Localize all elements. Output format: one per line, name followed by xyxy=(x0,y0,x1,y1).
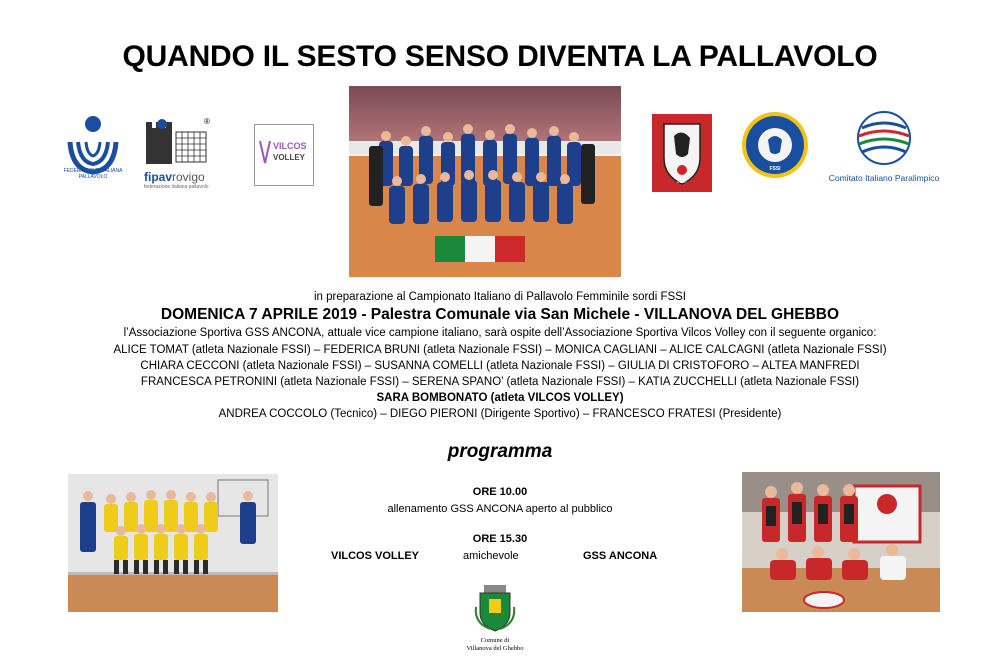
vilcos-label-2: VOLLEY xyxy=(273,153,306,162)
svg-text:®: ® xyxy=(204,117,210,126)
programma-heading: programma xyxy=(447,441,553,462)
roster-line-bold: SARA BOMBONATO (atleta VILCOS VOLLEY) xyxy=(376,392,624,404)
intro-text: in preparazione al Campionato Italiano di Pallavolo Femminile sordi FSSI xyxy=(313,291,687,303)
vilcos-v-icon xyxy=(259,137,271,167)
crest-line-1: Comune di xyxy=(480,637,510,644)
vilcos-volley-logo xyxy=(254,124,314,186)
cip-sphere-icon xyxy=(826,110,942,166)
fipav-logo-text: FEDERAZIONE ITALIANA PALLAVOLO xyxy=(63,168,123,180)
vilcos-label-1: VILCOS xyxy=(273,141,307,151)
fipav-rovigo-sub: federazione italiana pallavolo xyxy=(144,184,209,190)
match-type-label: amichevole xyxy=(463,550,519,562)
roster-line-intro: l’Associazione Sportiva GSS ANCONA, attuale vice campione italiano, sarà ospite dell’Associazione Sportiva Vilcos Volley con il seguente organico: xyxy=(123,327,877,339)
program-desc-1: allenamento GSS ANCONA aperto al pubblico xyxy=(387,503,613,515)
roster-line-3: FRANCESCA PETRONINI (atleta Nazionale FSSI) – SERENA SPANO’ (atleta Nazionale FSSI) – KATIA ZUCCHELLI (atleta Nazionale FSSI) xyxy=(140,376,860,388)
crest-line-2: Villanova del Ghebbo xyxy=(466,645,524,652)
italian-flag xyxy=(435,236,525,262)
fipav-label: fipav xyxy=(144,170,173,184)
gss-ancona-logo xyxy=(652,114,712,192)
rovigo-label: rovigo xyxy=(172,170,205,184)
event-headline: DOMENICA 7 APRILE 2019 - Palestra Comunale via San Michele - VILLANOVA DEL GHEBBO xyxy=(160,306,840,323)
team-away-label: GSS ANCONA xyxy=(583,550,658,562)
fipav-rovigo-logo xyxy=(140,114,212,188)
program-time-2: ORE 15.30 xyxy=(472,533,528,545)
team-celebration-photo xyxy=(349,86,621,277)
fssi-short: FSSI xyxy=(769,166,781,172)
gss-team-illustration xyxy=(742,472,940,612)
roster-line-2: CHIARA CECCONI (atleta Nazionale FSSI) – SUSANNA COMELLI (atleta Nazionale FSSI) – GIULIA DI CRISTOFORO – ALTEA MANFREDI xyxy=(140,360,860,372)
team-photo-illustration xyxy=(349,86,621,277)
fipav-logo-caption xyxy=(58,168,128,180)
gss-ancona-team-photo xyxy=(742,472,940,612)
castle-net-icon xyxy=(140,114,212,166)
gss-year: 1937 xyxy=(676,179,688,185)
staff-line: ANDREA COCCOLO (Tecnico) – DIEGO PIERONI (Dirigente Sportivo) – FRANCESCO FRATESI (Presidente) xyxy=(218,408,782,420)
page-title: QUANDO IL SESTO SENSO DIVENTA LA PALLAVOLO xyxy=(122,40,878,73)
municipal-crest-icon xyxy=(470,583,520,635)
program-time-1: ORE 10.00 xyxy=(472,486,528,498)
cip-logo xyxy=(826,110,942,182)
team-home-label: VILCOS VOLLEY xyxy=(331,550,420,562)
fssi-logo xyxy=(740,110,810,180)
cip-label: Comitato Italiano Paralimpico xyxy=(828,173,940,183)
roster-line-1: ALICE TOMAT (atleta Nazionale FSSI) – FEDERICA BRUNI (atleta Nazionale FSSI) – MONICA CAGLIANI – ALICE CALCAGNI (atleta Nazionale FSSI) xyxy=(113,344,887,356)
villanova-crest xyxy=(470,583,520,643)
